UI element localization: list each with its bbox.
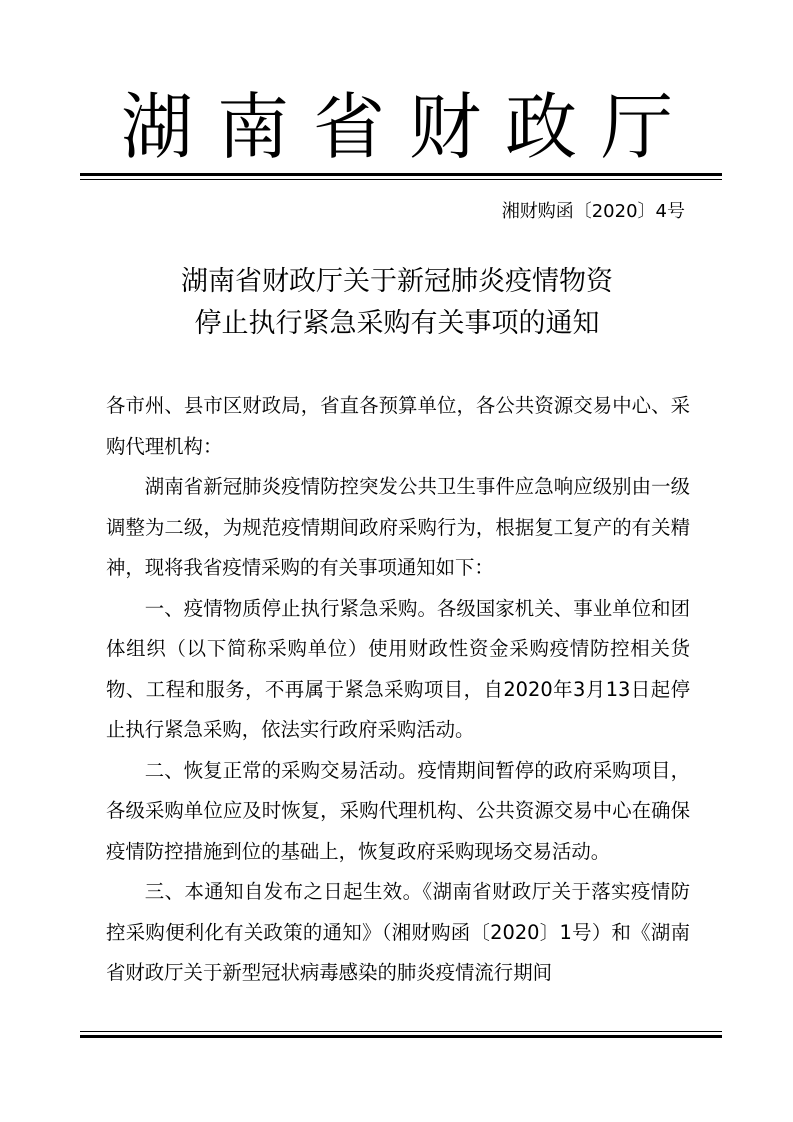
- document-title-line-1: 湖南省财政厅关于新冠肺炎疫情物资: [181, 266, 613, 297]
- document-title: [80, 261, 714, 345]
- masthead-title: 湖南省财政厅: [120, 85, 697, 169]
- document-body: [106, 386, 690, 994]
- paragraph-item-2: 二、恢复正常的采购交易活动。疫情期间暂停的政府采购项目，各级采购单位应及时恢复，采购代理机构、公共资源交易中心在确保疫情防控措施到位的基础上，恢复政府采购现场交易活动。: [106, 758, 690, 863]
- document-number: 湘财购函〔2020〕4号: [501, 201, 685, 222]
- paragraph-item-3: 三、本通知自发布之日起生效。《湖南省财政厅关于落实疫情防控采购便利化有关政策的通知》（湘财购函〔2020〕1号）和《湖南省财政厅关于新型冠状病毒感染的肺炎疫情流行期间: [106, 880, 690, 984]
- paragraph-intro: 湖南省新冠肺炎疫情防控突发公共卫生事件应急响应级别由一级调整为二级，为规范疫情期间政府采购行为，根据复工复产的有关精神，现将我省疫情采购的有关事项通知如下：: [106, 475, 690, 579]
- document-title-line-2: 停止执行紧急采购有关事项的通知: [194, 308, 600, 339]
- masthead-rule-thick: [80, 173, 722, 176]
- masthead-rule-thin: [80, 179, 722, 180]
- footer-rule-thin: [80, 1031, 722, 1032]
- paragraph-item-1: 一、疫情物质停止执行紧急采购。各级国家机关、事业单位和团体组织（以下简称采购单位）使用财政性资金采购疫情防控相关货物、工程和服务，不再属于紧急采购项目，自2020年3月13日起停止执行紧急采购，依法实行政府采购活动。: [106, 596, 690, 741]
- footer-rule-thick: [80, 1035, 722, 1038]
- salutation: 各市州、县市区财政局，省直各预算单位，各公共资源交易中心、采购代理机构：: [106, 394, 690, 458]
